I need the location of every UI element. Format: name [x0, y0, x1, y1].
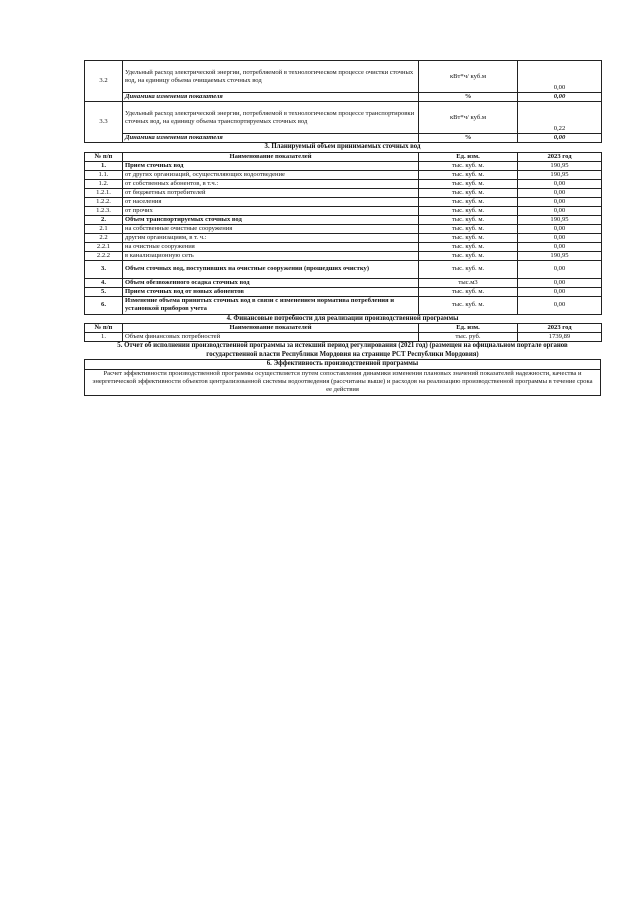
section-6-title: 6. Эффективность производственной программы [84, 359, 601, 369]
financial-needs-table [84, 323, 602, 342]
indicator-name: от других организаций, осуществляющих водоотведение [123, 170, 419, 179]
row-number: 1.2. [85, 179, 123, 188]
indicator-unit: тыс. куб. м. [419, 260, 518, 278]
indicator-name: Прием сточных вод [123, 161, 419, 170]
column-header-unit: Ед. изм. [419, 152, 518, 161]
indicator-name: в канализационную сеть [123, 251, 419, 260]
indicator-name: Удельный расход электрической энергии, потребляемой в технологическом процессе транспортировки сточных вод, на единицу объема транспортируемых сточных вод [123, 102, 419, 134]
row-number: 4. [85, 278, 123, 287]
table-row [85, 242, 602, 251]
row-number: 1.1. [85, 170, 123, 179]
indicator-unit: тыс. куб. м. [419, 188, 518, 197]
dynamics-value: 0,00 [518, 93, 602, 102]
indicator-value: 190,95 [518, 170, 602, 179]
column-header-year: 2023 год [518, 152, 602, 161]
table-row [85, 170, 602, 179]
table-row [85, 260, 602, 278]
dynamics-label: Динамика изменения показателя [123, 134, 419, 143]
dynamics-unit: % [419, 93, 518, 102]
indicator-name: от собственных абонентов, в т.ч.: [123, 179, 419, 188]
indicator-unit: тыс. куб. м. [419, 170, 518, 179]
indicator-name: на собственные очистные сооружения [123, 224, 419, 233]
indicator-name: Удельный расход электрической энергии, потребляемой в технологическом процессе очистки сточных вод, на единицу объема очищаемых сточных вод [123, 61, 419, 93]
indicator-name: Объем финансовых потребностей [123, 333, 419, 342]
row-number: 3. [85, 260, 123, 278]
table-row [85, 161, 602, 170]
indicator-name: Изменение объема принятых сточных вод в связи с изменением норматива потребления и установкой приборов учета [123, 296, 419, 314]
indicator-name: Объем обезвоженного осадка сточных вод [123, 278, 419, 287]
indicator-value: 190,95 [518, 215, 602, 224]
table-row [85, 197, 602, 206]
table-row [85, 179, 602, 188]
indicator-value: 0,00 [518, 278, 602, 287]
row-number: 1.2.3. [85, 206, 123, 215]
table-row [85, 206, 602, 215]
section-4-title: 4. Финансовые потребности для реализации производственной программы [226, 314, 459, 322]
table-row [85, 233, 602, 242]
row-number: 2.1 [85, 224, 123, 233]
indicator-value: 0,00 [518, 188, 602, 197]
indicator-name: от населения [123, 197, 419, 206]
indicator-name: от прочих [123, 206, 419, 215]
table-row [85, 296, 602, 314]
table-row [85, 61, 602, 93]
column-header-number: № п/п [85, 152, 123, 161]
row-number: 1. [85, 333, 123, 342]
indicator-unit: тыс. куб. м. [419, 206, 518, 215]
section-5-title: 5. Отчет об исполнении производственной программы за истекший период регулирования (2021 год) (размещен на официальном портале органов государственной власти Республики Мордовия на странице РСТ Республики Мордовия) [117, 342, 568, 358]
indicator-value: 0,00 [518, 61, 602, 93]
indicator-unit: тыс. куб. м. [419, 233, 518, 242]
indicator-unit: тыс. куб. м. [419, 287, 518, 296]
indicator-value: 0,00 [518, 287, 602, 296]
indicator-unit: тыс. куб. м. [419, 161, 518, 170]
indicator-name: Объем транспортируемых сточных вод [123, 215, 419, 224]
column-header-name: Наименование показателей [123, 152, 419, 161]
indicator-unit: тыс. куб. м. [419, 215, 518, 224]
table-row [85, 224, 602, 233]
row-number: 1.2.1. [85, 188, 123, 197]
row-number: 3.2 [85, 61, 123, 102]
indicator-value: 0,00 [518, 206, 602, 215]
row-number: 2.2 [85, 233, 123, 242]
indicator-value: 190,95 [518, 251, 602, 260]
dynamics-label: Динамика изменения показателя [123, 93, 419, 102]
dynamics-value: 0,00 [518, 134, 602, 143]
row-number: 3.3 [85, 102, 123, 143]
indicators-table-continuation [84, 60, 602, 143]
table-header-row [85, 152, 602, 161]
indicator-value: 0,22 [518, 102, 602, 134]
indicator-unit: тыс. куб. м. [419, 224, 518, 233]
table-row [85, 287, 602, 296]
table-row [85, 134, 602, 143]
indicator-unit: кВт*ч/ куб.м [419, 61, 518, 93]
column-header-name: Наименование показателей [123, 324, 419, 333]
table-header-row [85, 324, 602, 333]
wastewater-volume-table [84, 152, 602, 315]
row-number: 1. [85, 161, 123, 170]
indicator-value: 0,00 [518, 260, 602, 278]
indicator-value: 0,00 [518, 233, 602, 242]
indicator-unit: тыс. куб. м. [419, 179, 518, 188]
indicator-unit: тыс. куб. м. [419, 296, 518, 314]
indicator-name: другим организациям, в т. ч.: [123, 233, 419, 242]
indicator-value: 190,95 [518, 161, 602, 170]
indicator-name: Объем сточных вод, поступивших на очистные сооружения (прошедших очистку) [123, 260, 419, 278]
column-header-year: 2023 год [518, 324, 602, 333]
table-row [85, 215, 602, 224]
table-row [85, 251, 602, 260]
row-number: 1.2.2. [85, 197, 123, 206]
column-header-unit: Ед. изм. [419, 324, 518, 333]
row-number: 2.2.2 [85, 251, 123, 260]
indicator-unit: тыс. куб. м. [419, 242, 518, 251]
indicator-unit: тыс. куб. м. [419, 251, 518, 260]
table-row [85, 188, 602, 197]
section-3-title: 3. Планируемый объем принимаемых сточных вод [264, 143, 421, 150]
row-number: 2. [85, 215, 123, 224]
column-header-number: № п/п [85, 324, 123, 333]
indicator-value: 1739,89 [518, 333, 602, 342]
indicator-value: 0,00 [518, 242, 602, 251]
section-6-text: Расчет эффективности производственной программы осуществляется путем сопоставления динамики изменения плановых значений показателей надежности, качества и энергетической эффективности объектов централизованной системы водоотведения (рассчитаны выше) и расходов на реализацию производственной программы в течение срока ее действия [84, 369, 601, 397]
indicator-name: на очистные сооружения [123, 242, 419, 251]
table-row [85, 93, 602, 102]
indicator-unit: тыс. руб. [419, 333, 518, 342]
indicator-unit: тыс.м3 [419, 278, 518, 287]
indicator-value: 0,00 [518, 179, 602, 188]
row-number: 5. [85, 287, 123, 296]
table-row [85, 102, 602, 134]
dynamics-unit: % [419, 134, 518, 143]
table-row [85, 278, 602, 287]
indicator-unit: кВт*ч/ куб.м [419, 102, 518, 134]
row-number: 6. [85, 296, 123, 314]
indicator-name: Прием сточных вод от новых абонентов [123, 287, 419, 296]
indicator-unit: тыс. куб. м. [419, 197, 518, 206]
row-number: 2.2.1 [85, 242, 123, 251]
indicator-value: 0,00 [518, 197, 602, 206]
indicator-name: от бюджетных потребителей [123, 188, 419, 197]
indicator-value: 0,00 [518, 224, 602, 233]
document-page [84, 60, 601, 396]
table-row [85, 333, 602, 342]
indicator-value: 0,00 [518, 296, 602, 314]
